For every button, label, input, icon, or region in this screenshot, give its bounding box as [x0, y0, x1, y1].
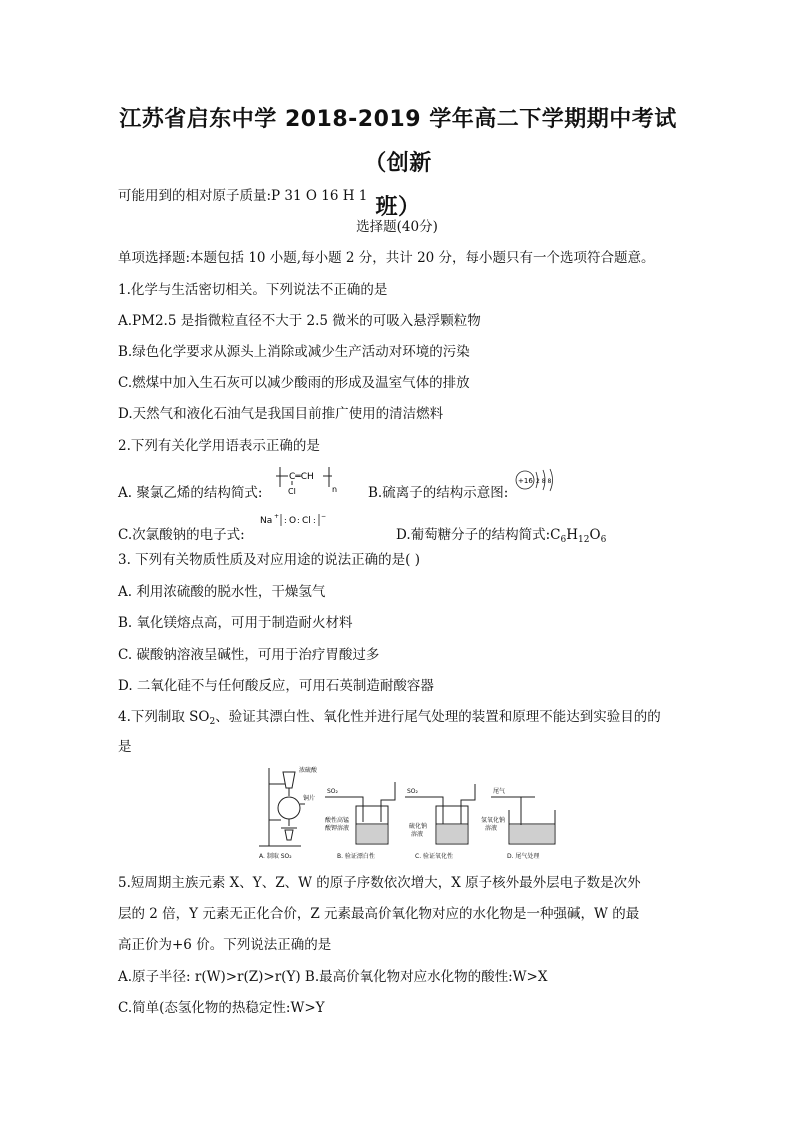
fig-so2-b: SO₂ — [327, 788, 338, 795]
fig-label-c: C. 验证氧化性 — [415, 853, 454, 860]
q2-option-d-o: O — [589, 527, 601, 543]
q3-option-c: C. 碳酸钠溶液呈碱性，可用于治疗胃酸过多 — [118, 647, 380, 663]
fig-conc-acid-label: 浓硫酸 — [299, 767, 318, 774]
fig-kmno4-2: 酸钾溶液 — [325, 825, 350, 832]
fig-na2s-2: 溶液 — [411, 831, 424, 838]
fig-label-b: B. 验证漂白性 — [337, 853, 375, 860]
q5-line-2: 层的 2 倍，Y 元素无正化合价，Z 元素最高价氧化物对应的水化物是一种强碱，W 的最 — [118, 906, 640, 922]
q2-option-d-sub-3: 6 — [600, 535, 607, 545]
fig-kmno4-1: 酸性高锰 — [325, 817, 350, 824]
q3-option-d: D. 二氧化硅不与任何酸反应，可用石英制造耐酸容器 — [118, 678, 434, 694]
naclo-dots-right: : — [313, 516, 316, 525]
q5-options-ab: A.原子半径: r(W)>r(Z)>r(Y) B.最高价氧化物对应水化物的酸性:W>X — [118, 969, 548, 985]
atomic-masses: 可能用到的相对原子质量:P 31 O 16 H 1 — [118, 188, 368, 204]
q1-option-c: C.燃煤中加入生石灰可以减少酸雨的形成及温室气体的排放 — [118, 375, 470, 391]
q1-option-b: B.绿色化学要求从源头上消除或减少生产活动对环境的污染 — [118, 344, 470, 360]
title-line-1: 江苏省启东中学 2018-2019 学年高二下学期期中考试（创新 — [119, 107, 677, 176]
q4-stem-line-2: 是 — [118, 739, 132, 755]
q2-option-d-prefix: D.葡萄糖分子的结构简式:C — [396, 527, 561, 543]
q2-option-c: C.次氯酸钠的电子式: — [118, 527, 245, 543]
section-heading: 选择题(40分) — [356, 219, 438, 235]
q4-apparatus-figure — [255, 762, 575, 864]
instructions: 单项选择题:本题包括 10 小题,每小题 2 分，共计 20 分，每小题只有一个选项符合题意。 — [118, 250, 655, 266]
fig-naoh-2: 溶液 — [485, 825, 498, 832]
fig-label-d: D. 尾气处理 — [507, 853, 540, 860]
naclo-charge-minus: − — [321, 513, 327, 520]
naclo-dots-mid: : — [297, 516, 300, 525]
q3-option-a: A. 利用浓硫酸的脱水性，干燥氢气 — [118, 584, 326, 600]
naclo-dots-left: : — [284, 516, 287, 525]
naclo-na-text: Na — [260, 516, 273, 526]
naclo-cl-text: Cl — [302, 516, 311, 526]
q1-option-a: A.PM2.5 是指微粒直径不大于 2.5 微米的可吸入悬浮颗粒物 — [118, 313, 481, 329]
naclo-charge-plus: + — [274, 513, 280, 520]
q1-stem: 1.化学与生活密切相关。下列说法不正确的是 — [118, 282, 388, 298]
fig-copper-label: 铜片 — [303, 795, 316, 802]
naclo-o-text: O — [289, 516, 297, 526]
q4-stem-sub: 2 — [209, 717, 216, 727]
q2-option-d-h: H — [566, 527, 579, 543]
q5-option-c: C.简单(态氢化物的热稳定性:W>Y — [118, 1000, 325, 1016]
sulfur-shells-text: 2 8 8 — [536, 478, 552, 485]
fig-so2-c: SO₂ — [407, 788, 418, 795]
sulfur-ion-diagram-image — [514, 466, 562, 496]
fig-na2s-1: 硫化钠 — [409, 823, 428, 830]
fig-tail-gas: 尾气 — [493, 788, 506, 795]
q4-stem-b: 、验证其漂白性、氧化性并进行尾气处理的装置和原理不能达到实验目的的 — [215, 709, 661, 725]
pvc-n-text: n — [332, 485, 338, 494]
q4-stem-a: 4.下列制取 SO — [118, 709, 210, 725]
pvc-formula-text: C═CH — [289, 472, 314, 482]
q2-option-d-sub-2: 12 — [578, 535, 590, 545]
q2-option-a: A. 聚氯乙烯的结构简式: — [118, 485, 263, 501]
pvc-structure-image — [276, 463, 346, 497]
naclo-electron-formula-image — [258, 510, 338, 530]
q1-option-d: D.天然气和液化石油气是我国目前推广使用的清洁燃料 — [118, 406, 444, 422]
q5-line-3: 高正价为+6 价。下列说法正确的是 — [118, 937, 332, 953]
q2-option-d-sub-1: 6 — [560, 535, 567, 545]
q5-line-1: 5.短周期主族元素 X、Y、Z、W 的原子序数依次增大，X 原子核外最外层电子数是次外 — [118, 875, 641, 891]
fig-naoh-1: 氢氧化钠 — [481, 817, 506, 824]
title-line-2: 班） — [375, 195, 421, 220]
q2-stem: 2.下列有关化学用语表示正确的是 — [118, 438, 320, 454]
sulfur-nucleus-text: +16 — [518, 477, 533, 485]
fig-label-a: A. 制取 SO₂ — [259, 853, 292, 860]
q2-option-b: B.硫离子的结构示意图: — [368, 485, 509, 501]
q2-option-d — [396, 525, 606, 545]
exam-title — [118, 98, 678, 230]
q4-stem-line-1 — [118, 707, 661, 727]
pvc-cl-text: Cl — [288, 487, 296, 496]
q3-option-b: B. 氧化镁熔点高，可用于制造耐火材料 — [118, 615, 353, 631]
q3-stem: 3. 下列有关物质性质及对应用途的说法正确的是( ) — [118, 552, 420, 568]
